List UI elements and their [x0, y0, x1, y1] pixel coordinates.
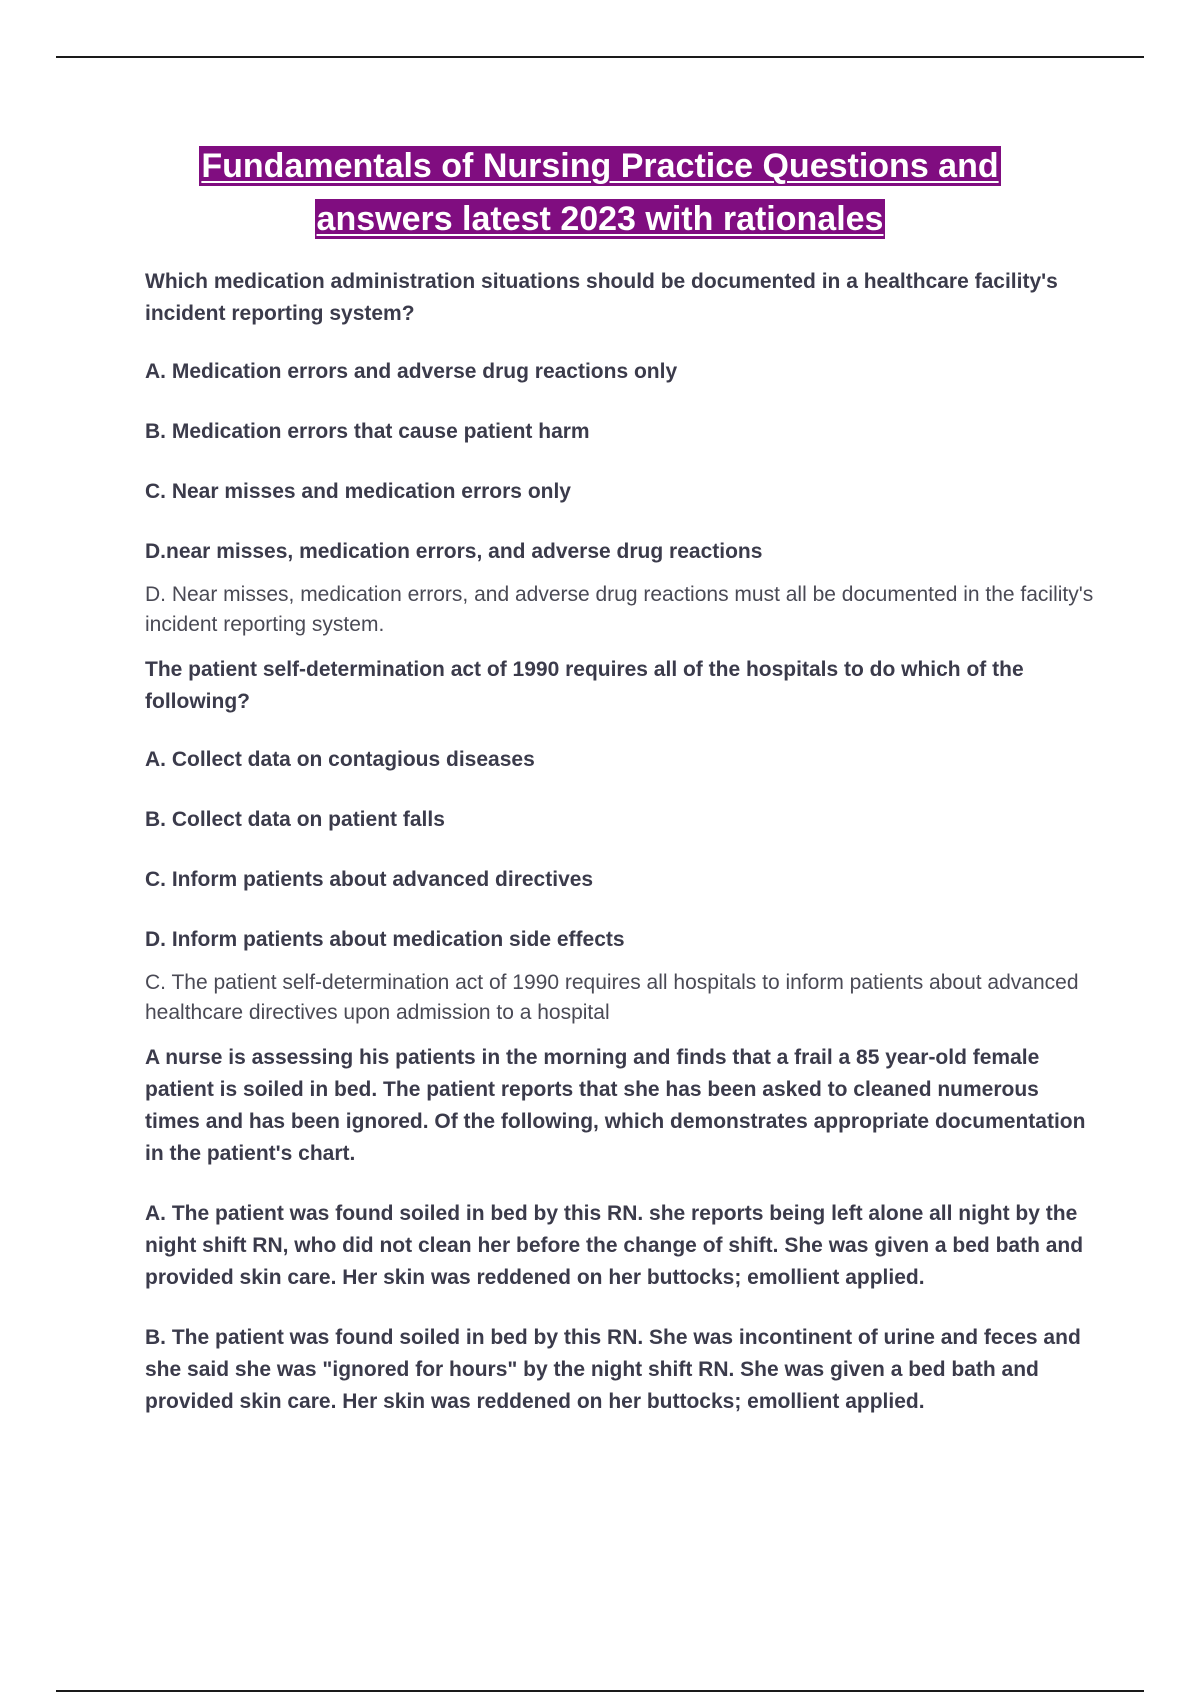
question-1-option-a: A. Medication errors and adverse drug reactions only	[145, 360, 678, 383]
question-3-option-b: B. The patient was found soiled in bed by this RN. She was incontinent of urine and feces and she said she was "ignored for hours" by the night shift RN. She was given a bed bath and provided skin care. Her skin was reddened on her buttocks; emollient applied.	[145, 1326, 1081, 1413]
question-3-text: A nurse is assessing his patients in the morning and finds that a frail a 85 year-old female patient is soiled in bed. The patient reports that she has been asked to cleaned numerous times and has been ignored. Of the following, which demonstrates appropriate documentation in the patient's chart.	[145, 1046, 1086, 1165]
question-2-option-b: B. Collect data on patient falls	[145, 808, 445, 831]
question-1-option-c: C. Near misses and medication errors only	[145, 480, 571, 503]
question-1-rationale: D. Near misses, medication errors, and adverse drug reactions must all be documented in the facility's incident reporting system.	[145, 583, 1094, 636]
header-rule	[56, 56, 1144, 58]
question-2-option-a: A. Collect data on contagious diseases	[145, 748, 535, 771]
question-1-text: Which medication administration situations should be documented in a healthcare facility's incident reporting system?	[145, 270, 1058, 325]
question-3-option-a: A. The patient was found soiled in bed by this RN. she reports being left alone all night by the night shift RN, who did not clean her before the change of shift. She was given a bed bath and provided skin care. Her skin was reddened on her buttocks; emollient applied.	[145, 1202, 1084, 1289]
document-title-line-2: answers latest 2023 with rationales	[316, 200, 884, 238]
footer-rule	[56, 1690, 1144, 1692]
question-2-text: The patient self-determination act of 1990 requires all of the hospitals to do which of the following?	[145, 658, 1024, 713]
question-2-rationale: C. The patient self-determination act of 1990 requires all hospitals to inform patients about advanced healthcare directives upon admission to a hospital	[145, 971, 1079, 1024]
document-body	[145, 266, 1095, 1418]
question-2-option-c: C. Inform patients about advanced directives	[145, 868, 594, 891]
question-1-option-b: B. Medication errors that cause patient harm	[145, 420, 590, 443]
question-1-option-d: D.near misses, medication errors, and adverse drug reactions	[145, 540, 763, 563]
document-title	[0, 140, 1200, 246]
document-title-line-1: Fundamentals of Nursing Practice Questions and	[201, 147, 999, 185]
question-2-option-d: D. Inform patients about medication side effects	[145, 928, 625, 951]
